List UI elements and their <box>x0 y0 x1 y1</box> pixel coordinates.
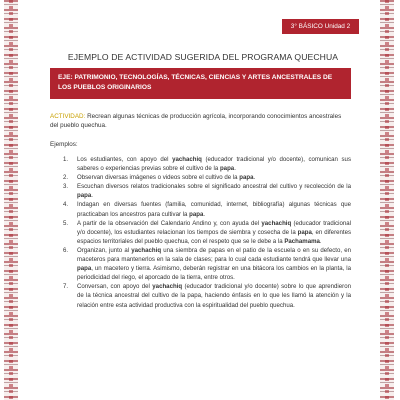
example-text: Organizan, junto al <box>77 246 132 254</box>
example-text: Escuchan diversos relatos tradicionales sobre el significado ancestral del cultivo y recolección de la <box>77 183 351 191</box>
example-item <box>63 200 351 218</box>
example-number: 6. <box>63 246 69 254</box>
example-item <box>63 282 351 309</box>
example-item <box>63 173 351 182</box>
example-number: 3. <box>63 183 69 191</box>
decorative-border-left <box>4 0 18 400</box>
grade-badge: 3° BÁSICO Unidad 2 <box>282 19 359 34</box>
example-text: Indagan en diversas fuentes (familia, comunidad, internet, bibliografía) algunas técnicas que practicaban los ancestros para cultivar la <box>77 201 351 218</box>
example-keyword: Pachamama <box>284 237 320 245</box>
axis-heading: EJE: PATRIMONIO, TECNOLOGÍAS, TÉCNICAS, CIENCIAS Y ARTES ANCESTRALES DE LOS PUEBLOS ORIGINARIOS <box>50 68 351 99</box>
example-item <box>63 246 351 282</box>
example-keyword: papa <box>77 265 92 273</box>
example-text: . <box>203 210 206 218</box>
example-item <box>63 155 351 173</box>
example-keyword: papa <box>219 165 235 173</box>
example-item <box>63 219 351 246</box>
example-text: (educador tradicional y/o docente), los estudiantes relacionan los tiempos de siembra y cosecha de la <box>77 219 351 236</box>
example-item <box>63 182 351 200</box>
example-number: 2. <box>63 174 69 182</box>
example-text: . <box>234 165 236 173</box>
example-keyword: papa <box>189 210 204 218</box>
example-text: Conversan, con apoyo del <box>77 283 153 291</box>
example-text: Observan diversas imágenes o videos sobre el cultivo de la <box>77 174 240 182</box>
example-number: 1. <box>63 156 69 163</box>
example-keyword: papa <box>297 228 312 236</box>
example-text: una siembra de papas en el patio de la escuela o en su defecto, en maceteros para mantenerlos en la sala de clases; para lo cual cada estudiante tendrá que llevar una <box>77 246 351 264</box>
example-number: 4. <box>63 201 69 209</box>
examples-list <box>63 155 351 310</box>
example-text: . <box>253 174 256 182</box>
activity-label: ACTIVIDAD: <box>50 113 86 120</box>
page-title: EJEMPLO DE ACTIVIDAD SUGERIDA DEL PROGRAMA QUECHUA <box>67 52 339 62</box>
example-text: Los estudiantes, con apoyo del <box>77 156 173 163</box>
example-keyword: yachachiq <box>172 156 202 163</box>
example-keyword: yachachiq <box>152 283 183 291</box>
example-text: A partir de la observación del Calendario Andino y, con ayuda del <box>77 219 262 227</box>
example-text: (educador tradicional y/o docente), comunican sus saberes o experiencias previas sobre el cultivo de la <box>77 156 351 173</box>
example-keyword: papa <box>77 192 92 200</box>
example-keyword: papa <box>239 174 254 182</box>
decorative-border-right <box>380 0 394 400</box>
example-number: 7. <box>63 283 69 291</box>
example-keyword: yachachiq <box>131 246 162 254</box>
example-text: (educador tradicional y/o docente) sobre lo que aprendieron de la técnica ancestral del cultivo de la papa, haciendo énfasis en lo que les llamó la atención y la relación entre esta actividad productiva con la espiritualidad del pueblo quechua. <box>77 283 351 309</box>
activity-description <box>50 112 350 130</box>
activity-text: Recrean algunas técnicas de producción agrícola, incorporando conocimientos ancestrales del pueblo quechua. <box>50 113 342 129</box>
example-text: , en diferentes espacios territoriales del pueblo quechua, con el respeto que se le debe a la <box>77 228 351 245</box>
example-number: 5. <box>63 219 69 227</box>
example-text: . <box>91 192 93 200</box>
examples-label: Ejemplos: <box>50 141 78 148</box>
example-text: . <box>319 237 322 245</box>
example-keyword: yachachiq <box>261 219 292 227</box>
example-text: , un macetero y tierra. Asimismo, deberán registrar en una bitácora los cambios en la planta, la periodicidad del riego, el aporcado de la tierra, entre otros. <box>77 265 351 282</box>
